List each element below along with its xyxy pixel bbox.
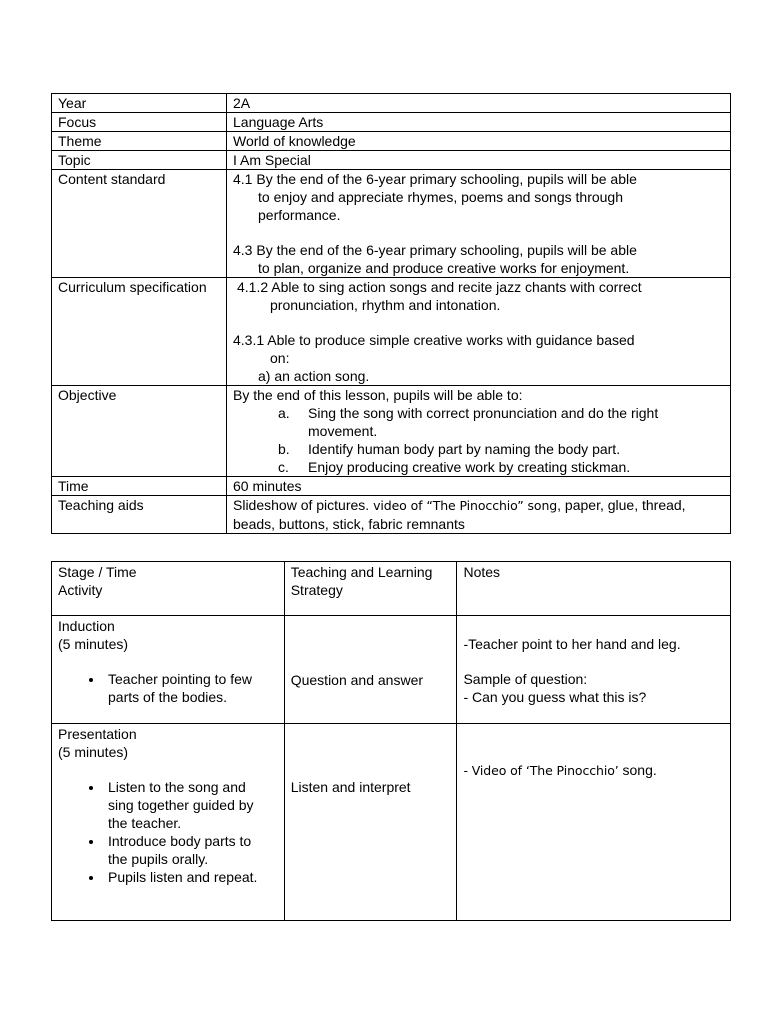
activity-text: • Pupils listen and repeat. xyxy=(108,869,258,885)
list-item xyxy=(104,778,278,832)
curriculum-text: 4.1.2 Able to sing action songs and recite jazz chants with correct xyxy=(237,279,642,295)
list-item xyxy=(104,832,278,868)
activity-text: the pupils orally. xyxy=(108,851,209,867)
presentation-notes xyxy=(457,724,731,921)
theme-label: Theme xyxy=(52,132,227,151)
table-row xyxy=(52,724,731,921)
induction-strategy: Question and answer xyxy=(284,616,457,724)
stage-time: (5 minutes) xyxy=(58,636,129,652)
lesson-info-table xyxy=(51,93,731,534)
list-marker: a. xyxy=(278,405,290,421)
aids-value xyxy=(227,496,731,534)
header-stage xyxy=(52,562,285,616)
table-row xyxy=(52,170,731,278)
table-row xyxy=(52,386,731,477)
activity-text: • Introduce body parts to xyxy=(108,833,252,849)
lesson-plan-table xyxy=(51,561,731,921)
presentation-stage xyxy=(52,724,285,921)
objective-text: Enjoy producing creative work by creating stickman. xyxy=(308,459,631,475)
curriculum-label: Curriculum specification xyxy=(52,278,227,386)
curriculum-text: on: xyxy=(270,350,290,366)
header-text: Teaching and Learning xyxy=(290,564,433,580)
presentation-strategy: Listen and interpret xyxy=(284,724,457,921)
table-row xyxy=(52,132,731,151)
header-text: Activity xyxy=(58,582,103,598)
activity-text: the teacher. xyxy=(108,815,182,831)
topic-label: Topic xyxy=(52,151,227,170)
activity-text: • Teacher pointing to few xyxy=(108,671,252,687)
header-text: Strategy xyxy=(290,582,343,598)
table-row xyxy=(52,113,731,132)
list-marker: c. xyxy=(278,459,289,475)
table-row xyxy=(52,477,731,496)
aids-text: Slideshow of pictures. xyxy=(233,497,374,513)
activity-text: parts of the bodies. xyxy=(108,689,228,705)
curriculum-value xyxy=(227,278,731,386)
content-standard-text: performance. xyxy=(258,207,341,223)
aids-label: Teaching aids xyxy=(52,496,227,534)
note-text: song. xyxy=(618,762,657,778)
list-item xyxy=(104,670,278,706)
theme-value: World of knowledge xyxy=(227,132,731,151)
time-label: Time xyxy=(52,477,227,496)
aids-text: beads, buttons, stick, fabric remnants xyxy=(233,516,465,532)
stage-time: (5 minutes) xyxy=(58,744,129,760)
aids-text: , paper, glue, thread, xyxy=(557,497,686,513)
table-header-row xyxy=(52,562,731,616)
header-notes: Notes xyxy=(457,562,731,616)
table-row xyxy=(52,151,731,170)
list-item xyxy=(278,458,724,476)
content-standard-text: 4.3 By the end of the 6-year primary schooling, pupils will be able xyxy=(233,242,637,258)
focus-value: Language Arts xyxy=(227,113,731,132)
curriculum-text: pronunciation, rhythm and intonation. xyxy=(270,297,501,313)
activity-list xyxy=(58,778,278,886)
objective-label: Objective xyxy=(52,386,227,477)
content-standard-text: 4.1 By the end of the 6-year primary schooling, pupils will be able xyxy=(233,171,637,187)
objective-text: movement. xyxy=(308,423,378,439)
activity-text: sing together guided by xyxy=(108,797,254,813)
objective-intro: By the end of this lesson, pupils will be able to: xyxy=(233,387,523,403)
note-text: Sample of question: xyxy=(463,671,588,687)
table-row xyxy=(52,278,731,386)
table-row xyxy=(52,496,731,534)
focus-label: Focus xyxy=(52,113,227,132)
year-value: 2A xyxy=(227,94,731,113)
induction-stage xyxy=(52,616,285,724)
objective-text: Identify human body part by naming the body part. xyxy=(308,441,621,457)
time-value: 60 minutes xyxy=(227,477,731,496)
note-text: -Teacher point to her hand and leg. xyxy=(463,636,681,652)
year-label: Year xyxy=(52,94,227,113)
note-text: - Video of ‘The Pinocchio’ xyxy=(463,763,619,778)
content-standard-text: to plan, organize and produce creative works for enjoyment. xyxy=(258,260,630,276)
list-item xyxy=(278,404,724,440)
content-standard-value xyxy=(227,170,731,278)
objective-value xyxy=(227,386,731,477)
objective-list xyxy=(233,404,724,476)
topic-value: I Am Special xyxy=(227,151,731,170)
note-text: - Can you guess what this is? xyxy=(463,689,647,705)
curriculum-text: a) an action song. xyxy=(258,368,370,384)
induction-notes xyxy=(457,616,731,724)
list-marker: b. xyxy=(278,441,290,457)
header-text: Stage / Time xyxy=(58,564,137,580)
content-standard-label: Content standard xyxy=(52,170,227,278)
activity-text: • Listen to the song and xyxy=(108,779,246,795)
curriculum-text: 4.3.1 Able to produce simple creative works with guidance based xyxy=(233,332,635,348)
stage-title: Induction xyxy=(58,618,115,634)
content-standard-text: to enjoy and appreciate rhymes, poems and songs through xyxy=(258,189,624,205)
header-strategy xyxy=(284,562,457,616)
table-row xyxy=(52,616,731,724)
stage-title: Presentation xyxy=(58,726,137,742)
aids-video-text: video of “The Pinocchio” song xyxy=(373,498,558,513)
list-item xyxy=(278,440,724,458)
table-row xyxy=(52,94,731,113)
objective-text: Sing the song with correct pronunciation and do the right xyxy=(308,405,659,421)
activity-list xyxy=(58,670,278,706)
list-item xyxy=(104,868,278,886)
